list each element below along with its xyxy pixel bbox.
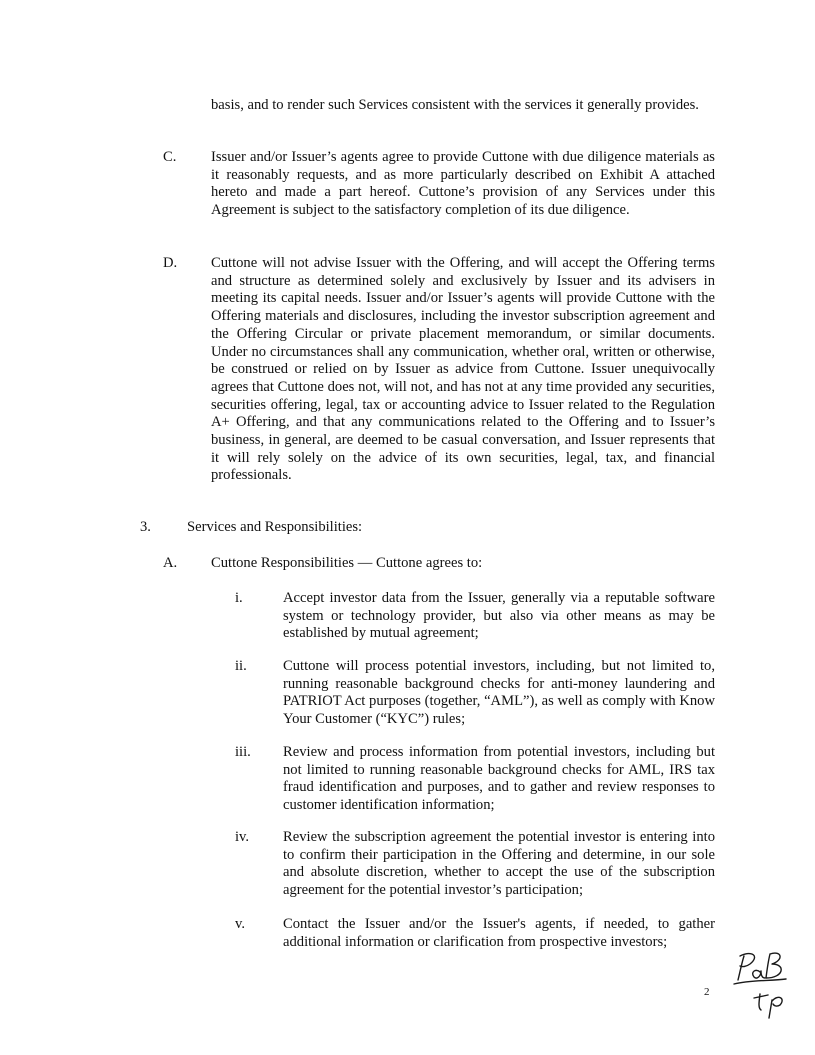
list-item-text: Review and process information from potential investors, including but not limited to running reasonable background checks for AML, IRS tax fraud identification and purposes, and to gather and review responses to customer identification information; xyxy=(283,744,715,814)
continuation-paragraph: basis, and to render such Services consistent with the services it generally provides. xyxy=(211,97,699,113)
item-d-label: D. xyxy=(163,255,178,271)
initial-t-stroke xyxy=(754,994,768,1010)
subsection-a-label: A. xyxy=(163,555,178,571)
initial-a-stroke xyxy=(753,970,765,978)
list-item-text: Contact the Issuer and/or the Issuer's agents, if needed, to gather additional information or clarification from prospective investors; xyxy=(283,916,715,950)
list-item-label: iv. xyxy=(235,829,250,845)
list-item-text: Cuttone will process potential investors, including, but not limited to, running reasonable background checks for anti-money laundering and PATRIOT Act purposes (together, “AML”), as well as comply with Know Your Customer (“KYC”) rules; xyxy=(283,658,715,728)
list-item-label: iii. xyxy=(235,744,251,760)
initial-p-stroke xyxy=(738,954,755,980)
item-c-text: Issuer and/or Issuer’s agents agree to provide Cuttone with due diligence materials as it reasonably requests, and as more particularly described on Exhibit A attached hereto and made a part hereof. Cuttone’s provision of any Services under this Agreement is subject to the satisfactory completion of its due diligence. xyxy=(211,149,715,219)
page-number: 2 xyxy=(704,986,710,998)
list-item-text: Review the subscription agreement the potential investor is entering into to confirm their participation in the Offering and determine, in our sole and absolute discretion, whether to accept the use of the subscription agreement for the potential investor’s participation; xyxy=(283,829,715,899)
section-3-number: 3. xyxy=(140,519,151,535)
list-item-label: i. xyxy=(235,590,243,606)
list-item-label: v. xyxy=(235,916,245,932)
initial-p2-stroke xyxy=(769,997,782,1018)
item-d-text: Cuttone will not advise Issuer with the Offering, and will accept the Offering terms and structure as determined solely and exclusively by Issuer and its advisers in meeting its capital needs. Issuer and/or Issuer’s agents will provide Cuttone with the Offering materials and disclosures, including the investor subscription agreement and the Offering Circular or private placement memorandum, or similar documents. Under no circumstances shall any communication, whether oral, written or otherwise, be construed or relied on by Issuer as advice from Cuttone. Issuer unequivocally agrees that Cuttone does not, will not, and has not at any time provided any securities, securities offering, legal, tax or accounting advice to Issuer related to the Regulation A+ Offering, and that any communications related to the Offering and to Issuer’s business, in general, are deemed to be casual conversation, and Issuer represents that it will rely solely on the advice of its own securities, legal, tax, and financial professionals. xyxy=(211,255,715,484)
subsection-a-heading: Cuttone Responsibilities — Cuttone agrees to: xyxy=(211,555,483,571)
section-3-heading: Services and Responsibilities: xyxy=(187,519,363,535)
initial-b-stroke xyxy=(766,953,781,978)
initial-underline-stroke xyxy=(734,979,786,984)
handwritten-initials xyxy=(730,950,800,1020)
list-item-text: Accept investor data from the Issuer, generally via a reputable software system or technology provider, but also via other means as may be established by mutual agreement; xyxy=(283,590,715,642)
list-item-label: ii. xyxy=(235,658,247,674)
item-c-label: C. xyxy=(163,149,177,165)
